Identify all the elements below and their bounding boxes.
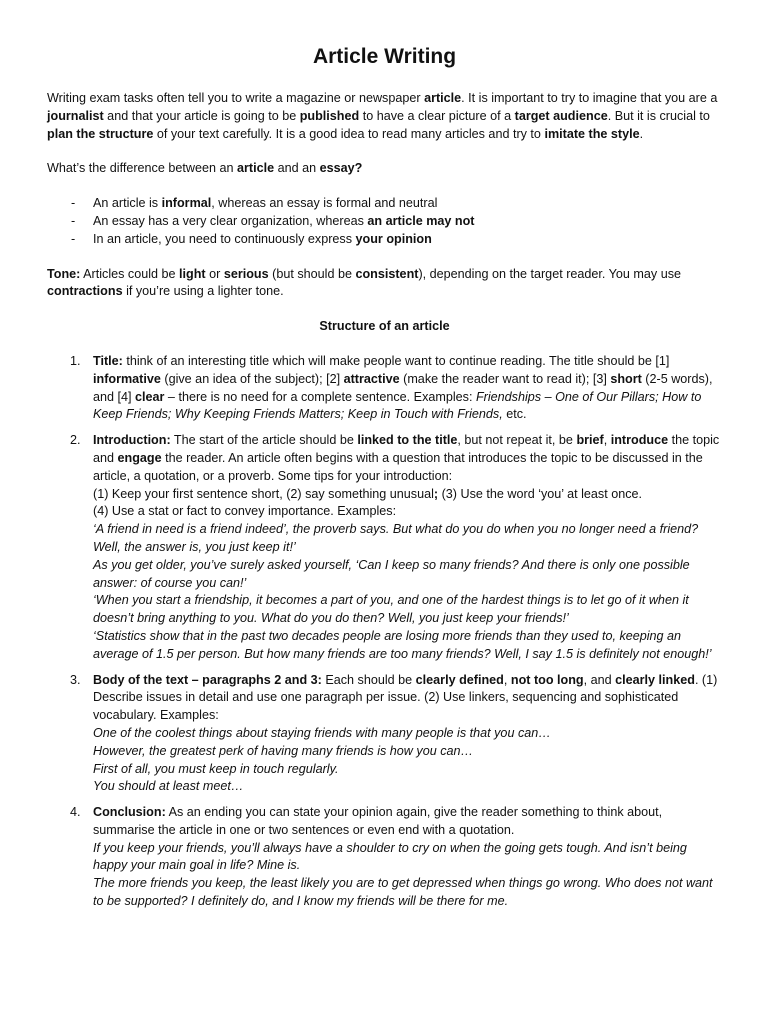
item-bold: short bbox=[610, 371, 642, 386]
list-item bbox=[47, 231, 722, 249]
item-number: 4. bbox=[70, 805, 81, 820]
question-paragraph bbox=[47, 160, 722, 178]
item-text: think of an interesting title which will make people want to continue reading. The title should be [1] bbox=[122, 353, 670, 368]
item-bold: not too long bbox=[510, 672, 584, 687]
item-number: 3. bbox=[70, 672, 81, 687]
question-bold: essay? bbox=[319, 161, 363, 176]
example-quote: However, the greatest perk of having many friends is how you can… bbox=[93, 743, 474, 758]
tone-bold: consistent bbox=[355, 266, 419, 281]
example-quote: One of the coolest things about staying friends with many people is that you can… bbox=[93, 725, 551, 740]
tone-paragraph bbox=[47, 266, 722, 302]
item-bold: engage bbox=[117, 450, 162, 465]
item-bold: ; bbox=[433, 486, 439, 501]
item-bold: brief bbox=[576, 433, 604, 448]
question-text: What’s the difference between an bbox=[47, 161, 237, 176]
item-text: , whereas an essay is formal and neutral bbox=[211, 196, 438, 211]
intro-bold: target audience bbox=[514, 108, 608, 123]
intro-text: to have a clear picture of a bbox=[359, 108, 515, 123]
intro-text: . But it is crucial to bbox=[607, 108, 710, 123]
item-label: Body of the text – paragraphs 2 and 3: bbox=[93, 672, 322, 687]
dash-bullet: - bbox=[71, 231, 76, 246]
intro-tips-line: (4) Use a stat or fact to convey importance. Examples: bbox=[93, 504, 397, 519]
item-text: etc. bbox=[502, 407, 527, 422]
item-text: (3) Use the word ‘you’ at least once. bbox=[438, 486, 643, 501]
dash-bullet: - bbox=[71, 196, 76, 211]
differences-list bbox=[47, 195, 722, 248]
intro-bold: plan the structure bbox=[47, 126, 154, 141]
item-text: Each should be bbox=[321, 672, 416, 687]
item-text: (make the reader want to read it); [3] bbox=[399, 371, 611, 386]
tone-bold: contractions bbox=[47, 284, 123, 299]
tone-bold: serious bbox=[223, 266, 269, 281]
item-text: , but not repeat it, be bbox=[457, 433, 577, 448]
intro-paragraph bbox=[47, 90, 722, 143]
item-number: 1. bbox=[70, 353, 81, 368]
item-bold: attractive bbox=[343, 371, 400, 386]
item-bold: clearly linked bbox=[615, 672, 695, 687]
item-text: An essay has a very clear organization, whereas bbox=[93, 213, 368, 228]
item-label: Title: bbox=[93, 353, 123, 368]
tone-bold: light bbox=[179, 266, 206, 281]
tone-text: Articles could be bbox=[80, 266, 180, 281]
example-quote: As you get older, you’ve surely asked yourself, ‘Can I keep so many friends? And there is only one possible answer: of course you can!’ bbox=[93, 557, 690, 590]
item-text: An article is bbox=[93, 196, 162, 211]
example-quote: ‘A friend in need is a friend indeed’, the proverb says. But what do you do when you no longer need a friend? Well, the answer is, you just keep it!’ bbox=[93, 522, 699, 554]
intro-bold: published bbox=[299, 108, 360, 123]
intro-bold: journalist bbox=[47, 108, 104, 123]
item-example: Friendships – One of Our Pillars; How to Keep Friends; Why Keeping Friends Matters; Keep in Touch with Friends, bbox=[93, 389, 702, 422]
example-quote: ‘When you start a friendship, it becomes a part of you, and one of the hardest things is to let go of it when it doesn’t bring anything to you. What do you do then? Well, you just keep your friends!’ bbox=[93, 593, 689, 626]
item-text: (2-5 words), and [4] bbox=[93, 371, 713, 404]
tone-text: if you’re using a lighter tone. bbox=[122, 284, 284, 299]
item-bold: your opinion bbox=[355, 231, 432, 246]
item-text: (1) Keep your first sentence short, (2) say something unusual bbox=[93, 486, 434, 501]
item-bold: clear bbox=[135, 389, 165, 404]
item-text: , bbox=[503, 672, 511, 687]
item-bold: introduce bbox=[610, 433, 669, 448]
list-item bbox=[47, 213, 722, 231]
intro-text: . bbox=[639, 126, 644, 141]
item-number: 2. bbox=[70, 433, 81, 448]
item-text: the topic and bbox=[93, 433, 720, 465]
item-text: – there is no need for a complete sentence. Examples: bbox=[164, 389, 476, 404]
example-quote: You should at least meet… bbox=[93, 779, 244, 794]
tone-text: (but should be bbox=[268, 266, 356, 281]
list-item bbox=[47, 195, 722, 213]
item-text: , bbox=[603, 433, 611, 448]
page-title: Article Writing bbox=[312, 45, 457, 68]
item-bold: an article may not bbox=[367, 213, 475, 228]
structure-item-introduction bbox=[47, 432, 722, 663]
structure-item-conclusion bbox=[47, 804, 722, 911]
tone-text: or bbox=[205, 266, 224, 281]
structure-item-title bbox=[47, 353, 722, 424]
item-text: . (1) Describe issues in detail and use one paragraph per issue. (2) Use linkers, sequencing and sophisticated vocabulary. Examples: bbox=[93, 672, 718, 723]
item-text: In an article, you need to continuously express bbox=[93, 231, 356, 246]
intro-bold: article bbox=[424, 91, 462, 105]
item-bold: linked to the title bbox=[357, 433, 458, 448]
item-bold: informative bbox=[93, 371, 161, 386]
question-bold: article bbox=[236, 161, 275, 176]
tone-text: ), depending on the target reader. You may use bbox=[418, 266, 682, 281]
item-text: the reader. An article often begins with a question that introduces the topic to be discussed in the article, a quotation, or a proverb. Some tips for your introduction: bbox=[93, 450, 703, 483]
item-bold: clearly defined bbox=[415, 672, 504, 687]
tone-label: Tone: bbox=[47, 266, 81, 281]
intro-text: Writing exam tasks often tell you to write a magazine or newspaper bbox=[47, 91, 425, 105]
structure-item-body bbox=[47, 672, 722, 797]
item-text: As an ending you can state your opinion again, give the reader something to think about, summarise the article in one or two sentences or even end with a quotation. bbox=[93, 805, 663, 837]
intro-text: of your text carefully. It is a good idea to read many articles and try to bbox=[153, 126, 545, 141]
intro-text: . It is important to try to imagine that you are a bbox=[461, 91, 718, 105]
item-text: (give an idea of the subject); [2] bbox=[160, 371, 344, 386]
question-text: and an bbox=[274, 161, 320, 176]
dash-bullet: - bbox=[71, 213, 76, 228]
intro-tips-line bbox=[93, 486, 722, 504]
section-heading: Structure of an article bbox=[319, 319, 450, 334]
item-label: Introduction: bbox=[93, 433, 171, 448]
intro-text: and that your article is going to be bbox=[103, 108, 300, 123]
intro-bold: imitate the style bbox=[544, 126, 640, 141]
example-quote: ‘Statistics show that in the past two decades people are losing more friends than they used to, keeping an average of 1.5 per person. But how many friends are too many friends? Well, I say 1.5 is definitely not enough!’ bbox=[93, 628, 712, 661]
item-text: , and bbox=[583, 672, 616, 687]
item-label: Conclusion: bbox=[93, 805, 166, 820]
item-bold: informal bbox=[161, 196, 212, 211]
example-quote: First of all, you must keep in touch regularly. bbox=[93, 761, 339, 776]
example-quote: The more friends you keep, the least likely you are to get depressed when things go wrong. Who does not want to be supported? I definitely do, and I know my friends will be there for me. bbox=[93, 876, 713, 909]
structure-list bbox=[47, 353, 722, 911]
item-text: The start of the article should be bbox=[170, 433, 358, 448]
example-quote: If you keep your friends, you’ll always have a shoulder to cry on when the going gets tough. And isn’t being happy your main goal in life? Mine is. bbox=[93, 840, 687, 873]
